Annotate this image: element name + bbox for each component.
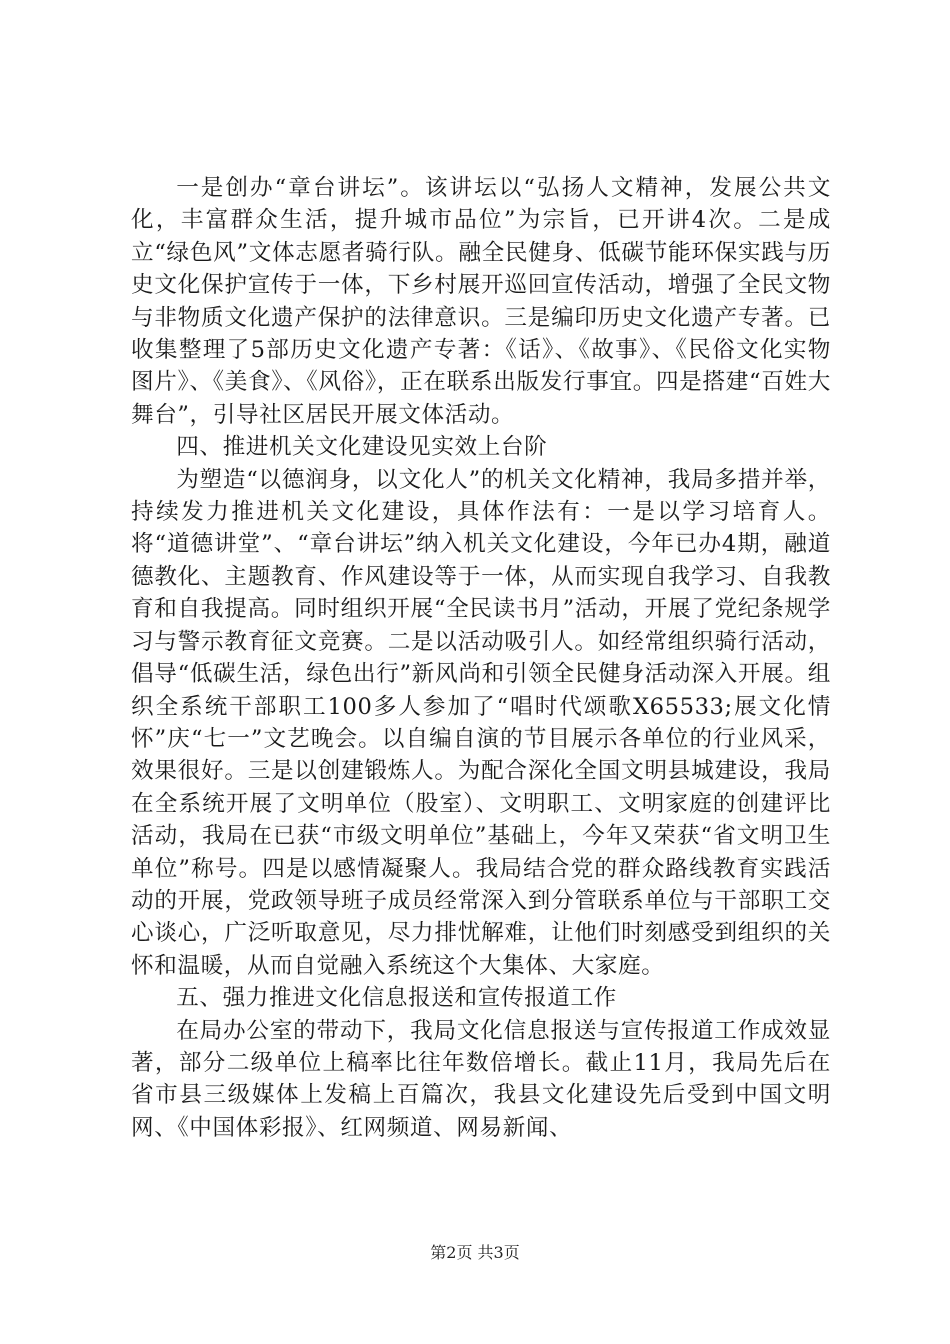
- paragraph-organ-culture: 为塑造“以德润身，以文化人”的机关文化精神，我局多措并举，持续发力推进机关文化建设，具体作法有：一是以学习培育人。将“道德讲堂”、“章台讲坛”纳入机关文化建设，今年已办4期，融道德教化、主题教育、作风建设等于一体，从而实现自我学习、自我教育和自我提高。同时组织开展“全民读书月”活动，开展了党纪条规学习与警示教育征文竞赛。二是以活动吸引人。如经常组织骑行活动，倡导“低碳生活，绿色出行”新风尚和引领全民健身活动深入开展。组织全系统干部职工100多人参加了“唱时代颂歌X65533;展文化情怀”庆“七一”文艺晚会。以自编自演的节目展示各单位的行业风采，效果很好。三是以创建锻炼人。为配合深化全国文明县城建设，我局在全系统开展了文明单位（股室）、文明职工、文明家庭的创建评比活动，我局在已获“市级文明单位”基础上，今年又荣获“省文明卫生单位”称号。四是以感情凝聚人。我局结合党的群众路线教育实践活动的开展，党政领导班子成员经常深入到分管联系单位与干部职工交心谈心，广泛听取意见，尽力排忧解难，让他们时刻感受到组织的关怀和温暖，从而自觉融入系统这个大集体、大家庭。: [131, 466, 831, 979]
- page-number-footer: 第2页 共3页: [430, 1243, 520, 1262]
- document-body: [131, 172, 831, 1144]
- section-heading-4: 四、推进机关文化建设见实效上台阶: [176, 434, 548, 461]
- section-heading-5: 五、强力推进文化信息报送和宣传报道工作: [176, 985, 617, 1012]
- paragraph-information-reporting: 在局办公室的带动下，我局文化信息报送与宣传报道工作成效显著，部分二级单位上稿率比往年数倍增长。截止11月，我局先后在省市县三级媒体上发稿上百篇次，我县文化建设先后受到中国文明网、《中国体彩报》、红网频道、网易新闻、: [131, 1017, 831, 1141]
- paragraph-cultural-activities: 一是创办“章台讲坛”。该讲坛以“弘扬人文精神，发展公共文化，丰富群众生活，提升城市品位”为宗旨，已开讲4次。二是成立“绿色风”文体志愿者骑行队。融全民健身、低碳节能环保实践与历史文化保护宣传于一体，下乡村展开巡回宣传活动，增强了全民文物与非物质文化遗产保护的法律意识。三是编印历史文化遗产专著。已收集整理了5部历史文化遗产专著：《话》、《故事》、《民俗文化实物图片》、《美食》、《风俗》，正在联系出版发行事宜。四是搭建“百姓大舞台”，引导社区居民开展文体活动。: [131, 175, 831, 428]
